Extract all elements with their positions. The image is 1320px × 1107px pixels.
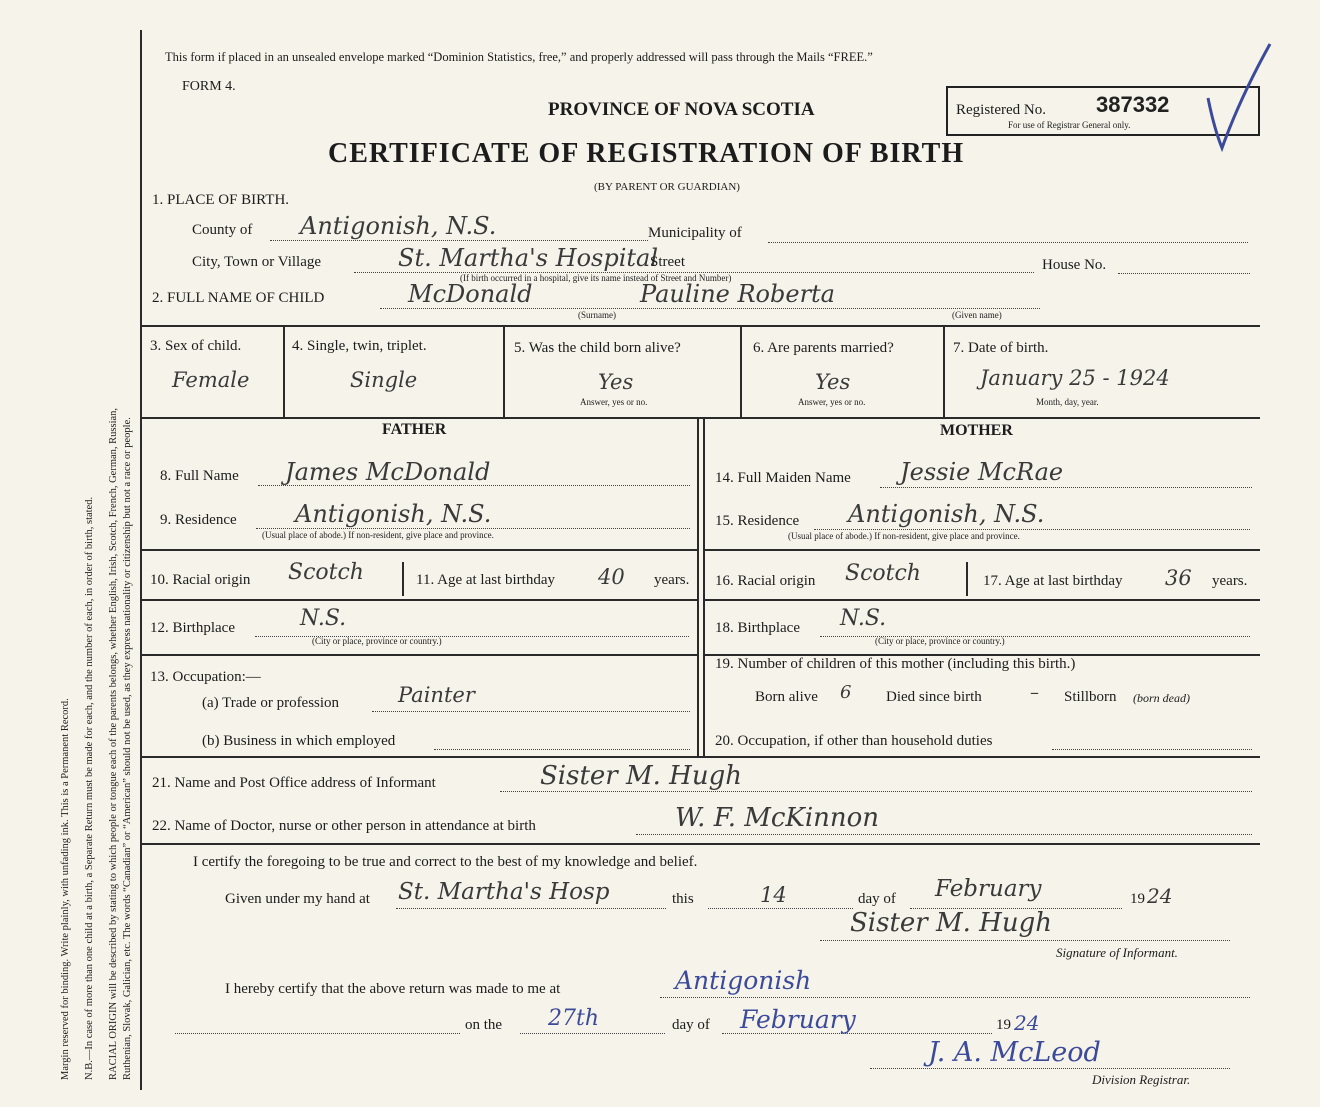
given-name-value: Pauline Roberta bbox=[640, 280, 835, 308]
surname-value: McDonald bbox=[408, 280, 533, 308]
dob-label: 7. Date of birth. bbox=[953, 340, 1049, 356]
father-rule-2 bbox=[142, 599, 697, 601]
section-rule-2 bbox=[142, 417, 1260, 419]
father-age-label: 11. Age at last birthday bbox=[416, 572, 555, 588]
mother-occupation-line bbox=[1052, 749, 1252, 750]
father-heading: FATHER bbox=[382, 421, 447, 438]
died-value: – bbox=[1030, 682, 1039, 703]
month-value: February bbox=[935, 876, 1042, 902]
house-line bbox=[1118, 273, 1250, 274]
mother-age-label: 17. Age at last birthday bbox=[983, 573, 1123, 589]
given-note: (Given name) bbox=[952, 310, 1002, 320]
father-business-line bbox=[434, 749, 690, 750]
mother-residence-label: 15. Residence bbox=[715, 513, 800, 529]
father-name-value: James McDonald bbox=[285, 458, 491, 486]
municipality-line bbox=[768, 242, 1248, 243]
single-label: 4. Single, twin, triplet. bbox=[292, 338, 427, 354]
mother-age-value: 36 bbox=[1165, 566, 1192, 590]
registered-label: Registered No. bbox=[956, 102, 1046, 118]
stillborn-note: (born dead) bbox=[1133, 691, 1190, 705]
certificate-title: CERTIFICATE OF REGISTRATION OF BIRTH bbox=[328, 138, 965, 169]
died-label: Died since birth bbox=[886, 689, 982, 705]
sex-label: 3. Sex of child. bbox=[150, 338, 242, 354]
child-name-line bbox=[380, 308, 1040, 309]
col-rule-3 bbox=[740, 327, 742, 417]
registrar-place-line bbox=[660, 997, 1250, 998]
county-value: Antigonish, N.S. bbox=[300, 212, 497, 240]
section-rule-1 bbox=[142, 325, 1260, 327]
father-occupation-label: 13. Occupation:— bbox=[150, 669, 261, 685]
street-note: (If birth occurred in a hospital, give its name instead of Street and Number) bbox=[460, 273, 732, 283]
father-residence-label: 9. Residence bbox=[160, 512, 237, 528]
surname-note: (Surname) bbox=[578, 310, 616, 320]
informant-signature: Sister M. Hugh bbox=[850, 908, 1052, 938]
mother-residence-note: (Usual place of abode.) If non-resident, give place and province. bbox=[788, 531, 1020, 541]
given-place-value: St. Martha's Hosp bbox=[398, 879, 610, 905]
alive-value: Yes bbox=[598, 370, 634, 394]
father-birthplace-value: N.S. bbox=[300, 606, 347, 631]
registrar-on-label: on the bbox=[465, 1017, 503, 1033]
mother-birthplace-note: (City or place, province or country.) bbox=[875, 636, 1005, 646]
form-number: FORM 4. bbox=[182, 79, 236, 94]
alive-label: 5. Was the child born alive? bbox=[514, 340, 681, 356]
margin-note-1: Margin reserved for binding. Write plainly, with unfading ink. This is a Permanent Record. bbox=[60, 698, 71, 1080]
city-label: City, Town or Village bbox=[192, 254, 322, 270]
mother-birthplace-label: 18. Birthplace bbox=[715, 620, 800, 636]
father-years: years. bbox=[654, 572, 690, 588]
father-birthplace-label: 12. Birthplace bbox=[150, 620, 235, 636]
certificate-subtitle: (BY PARENT OR GUARDIAN) bbox=[594, 181, 740, 193]
this-label: this bbox=[672, 891, 694, 907]
mother-residence-line bbox=[814, 529, 1250, 530]
father-racial-label: 10. Racial origin bbox=[150, 572, 251, 588]
father-rule-3 bbox=[142, 654, 697, 656]
father-trade-value: Painter bbox=[398, 683, 475, 707]
father-residence-note: (Usual place of abode.) If non-resident, give place and province. bbox=[262, 530, 494, 540]
mother-residence-value: Antigonish, N.S. bbox=[848, 500, 1045, 528]
mother-name-line bbox=[880, 487, 1252, 488]
registrar-signature-label: Division Registrar. bbox=[1092, 1072, 1191, 1087]
mother-birthplace-value: N.S. bbox=[840, 606, 887, 631]
margin-note-4: Ruthenian, Slovak, Galician, etc. The words “Canadian” or “American” should not be used, as they express nationality or citizenship but not a race or people. bbox=[122, 417, 133, 1080]
mother-heading: MOTHER bbox=[940, 422, 1013, 439]
mother-rule-1 bbox=[704, 549, 1260, 551]
day-label: day of bbox=[858, 891, 896, 907]
sex-value: Female bbox=[172, 368, 250, 392]
registrar-day-line bbox=[520, 1033, 665, 1034]
place-heading: 1. PLACE OF BIRTH. bbox=[152, 192, 290, 208]
registrar-day-label: day of bbox=[672, 1017, 710, 1033]
stillborn-label: Stillborn bbox=[1064, 689, 1117, 705]
married-value: Yes bbox=[815, 370, 851, 394]
col-rule-1 bbox=[283, 327, 285, 417]
informant-signature-line bbox=[820, 940, 1230, 941]
registrar-signature-line bbox=[870, 1068, 1230, 1069]
parent-divider-left bbox=[697, 418, 699, 756]
municipality-label: Municipality of bbox=[648, 225, 742, 241]
doctor-label: 22. Name of Doctor, nurse or other person in attendance at birth bbox=[152, 818, 536, 834]
children-label: 19. Number of children of this mother (including this birth.) bbox=[715, 656, 1076, 672]
house-label: House No. bbox=[1042, 257, 1107, 273]
registrar-lead-line bbox=[175, 1033, 460, 1034]
mother-rule-2 bbox=[704, 599, 1260, 601]
margin-rule bbox=[140, 30, 142, 1090]
day-line bbox=[708, 908, 853, 909]
dob-value: January 25 - 1924 bbox=[980, 366, 1170, 390]
alive-note: Answer, yes or no. bbox=[580, 397, 648, 407]
margin-note-2: N.B.—In case of more than one child at a birth, a Separate Return must be made for each, and the number of each, in order of birth, stated. bbox=[84, 496, 95, 1080]
father-residence-value: Antigonish, N.S. bbox=[295, 500, 492, 528]
registrar-note: For use of Registrar General only. bbox=[1008, 120, 1131, 130]
doctor-line bbox=[636, 834, 1252, 835]
father-trade-label: (a) Trade or profession bbox=[202, 695, 340, 711]
street-label: Street bbox=[650, 254, 685, 270]
mother-years: years. bbox=[1212, 573, 1248, 589]
father-rule-1 bbox=[142, 549, 697, 551]
margin-note-3: RACIAL ORIGIN will be described by stating to which people or tongue each of the parents belongs, whether English, Irish, Scotch, French, German, Russian, bbox=[108, 407, 119, 1080]
mother-name-label: 14. Full Maiden Name bbox=[715, 470, 851, 486]
given-label: Given under my hand at bbox=[225, 891, 370, 907]
mother-occupation-label: 20. Occupation, if other than household duties bbox=[715, 733, 993, 749]
registrar-month-value: February bbox=[740, 1005, 856, 1034]
year-value: 24 bbox=[1147, 884, 1173, 908]
registrar-signature: J. A. McLeod bbox=[928, 1037, 1101, 1068]
registrar-year-value: 24 bbox=[1014, 1011, 1040, 1035]
section-rule-3 bbox=[142, 756, 1260, 758]
mail-notice: This form if placed in an unsealed envelope marked “Dominion Statistics, free,” and properly addressed will pass through the Mails “FREE.” bbox=[165, 50, 873, 64]
informant-line bbox=[500, 791, 1252, 792]
registered-number: 387332 bbox=[1096, 92, 1170, 117]
mother-racial-divider bbox=[966, 562, 968, 596]
married-note: Answer, yes or no. bbox=[798, 397, 866, 407]
given-place-line bbox=[396, 908, 666, 909]
informant-value: Sister M. Hugh bbox=[540, 761, 742, 791]
day-value: 14 bbox=[760, 883, 787, 907]
child-name-label: 2. FULL NAME OF CHILD bbox=[152, 290, 325, 306]
informant-label: 21. Name and Post Office address of Informant bbox=[152, 775, 436, 791]
registrar-statement: I hereby certify that the above return was made to me at bbox=[225, 981, 561, 997]
county-label: County of bbox=[192, 222, 253, 238]
father-trade-line bbox=[372, 711, 690, 712]
dob-note: Month, day, year. bbox=[1036, 397, 1099, 407]
margin-notes bbox=[0, 0, 140, 1107]
single-value: Single bbox=[350, 368, 418, 392]
registrar-year-prefix: 19 bbox=[996, 1017, 1011, 1033]
registrar-place-value: Antigonish bbox=[675, 966, 812, 995]
mother-racial-label: 16. Racial origin bbox=[715, 573, 816, 589]
province-heading: PROVINCE OF NOVA SCOTIA bbox=[548, 99, 815, 120]
mother-racial-value: Scotch bbox=[845, 561, 921, 586]
registrar-day-value: 27th bbox=[548, 1006, 600, 1031]
born-alive-label: Born alive bbox=[755, 689, 818, 705]
year-prefix: 19 bbox=[1130, 891, 1145, 907]
father-name-label: 8. Full Name bbox=[160, 468, 239, 484]
father-racial-divider bbox=[402, 562, 404, 596]
check-mark-icon bbox=[1200, 38, 1280, 158]
col-rule-4 bbox=[943, 327, 945, 417]
parent-divider-right bbox=[703, 418, 705, 756]
married-label: 6. Are parents married? bbox=[753, 340, 894, 356]
father-racial-value: Scotch bbox=[288, 560, 364, 585]
father-birthplace-note: (City or place, province or country.) bbox=[312, 636, 442, 646]
section-rule-4 bbox=[142, 843, 1260, 845]
father-residence-line bbox=[256, 528, 690, 529]
born-alive-value: 6 bbox=[840, 682, 852, 703]
father-business-label: (b) Business in which employed bbox=[202, 733, 396, 749]
col-rule-2 bbox=[503, 327, 505, 417]
informant-signature-label: Signature of Informant. bbox=[1056, 945, 1178, 960]
city-value: St. Martha's Hospital bbox=[398, 244, 659, 272]
county-line bbox=[270, 240, 648, 241]
mother-name-value: Jessie McRae bbox=[900, 458, 1064, 486]
father-age-value: 40 bbox=[598, 565, 625, 589]
doctor-value: W. F. McKinnon bbox=[675, 803, 880, 833]
certify-statement: I certify the foregoing to be true and correct to the best of my knowledge and belief. bbox=[193, 854, 698, 870]
